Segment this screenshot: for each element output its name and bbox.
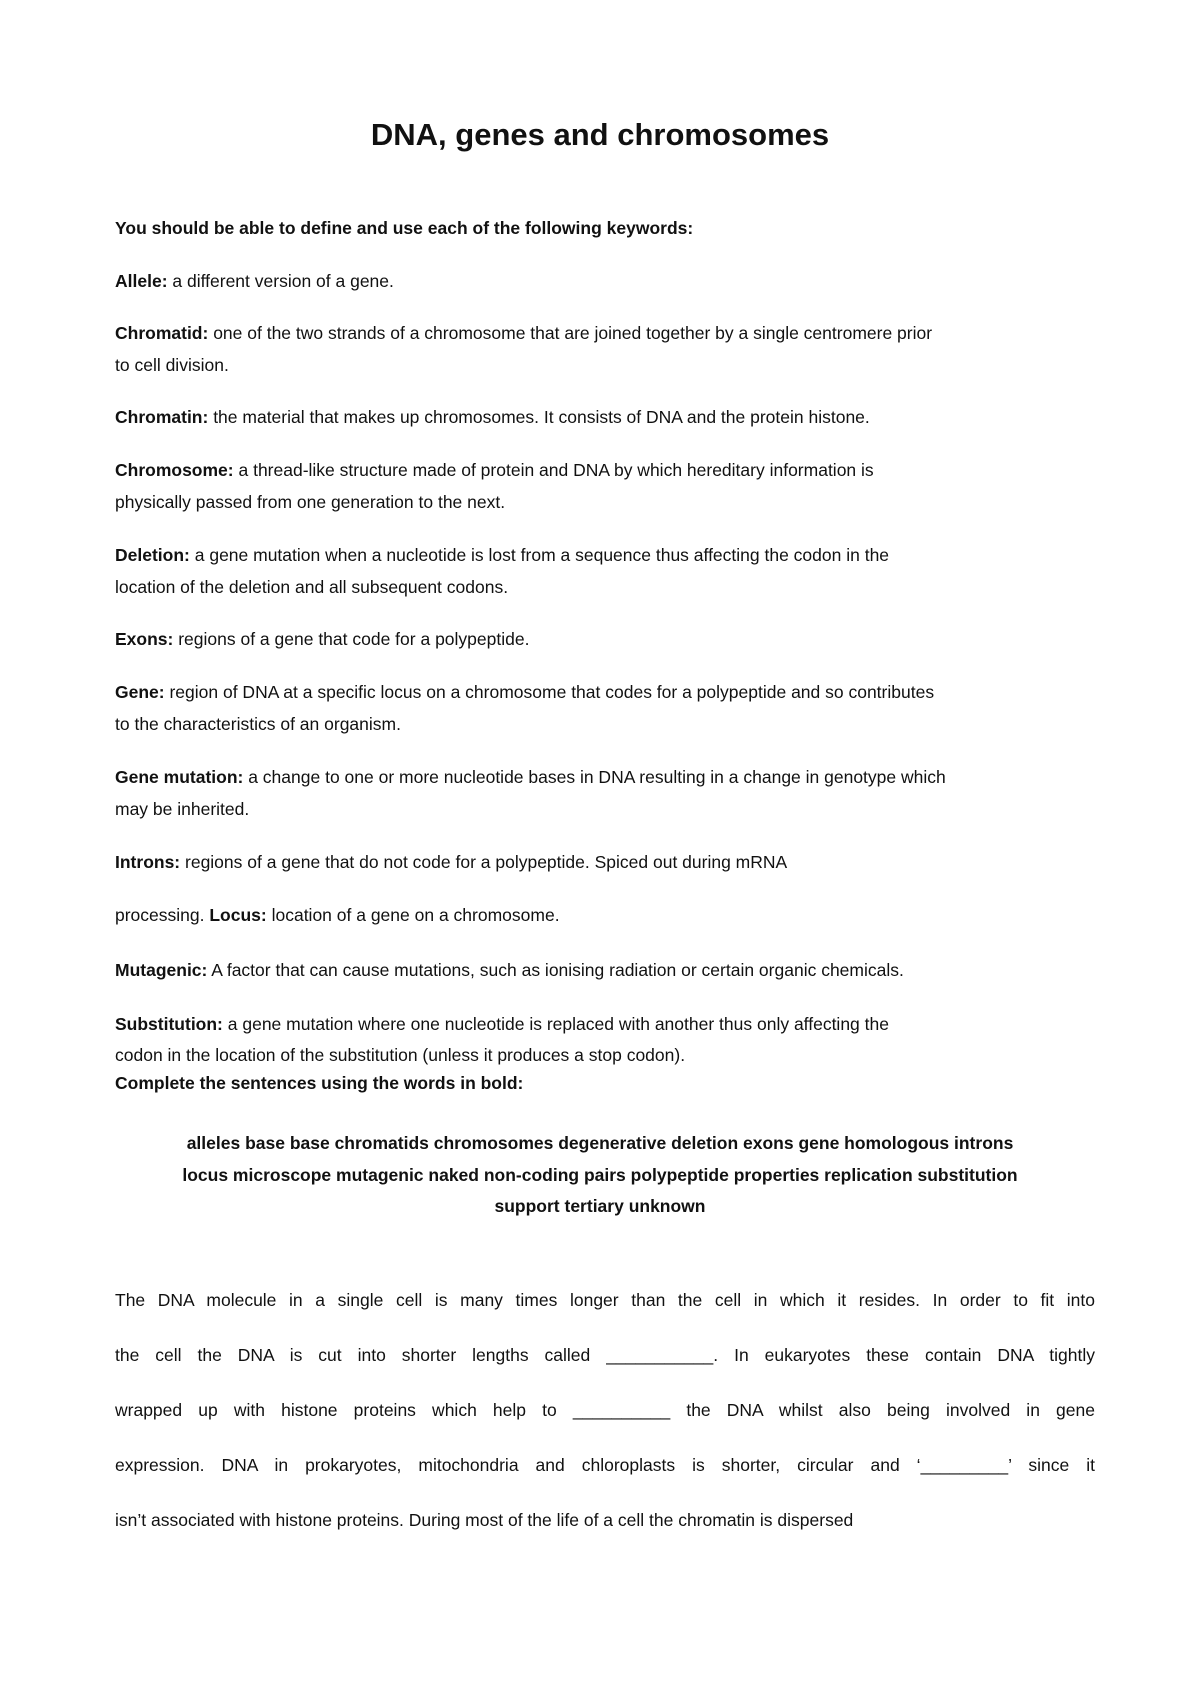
term-gene: Gene: bbox=[115, 682, 165, 702]
term-locus: Locus: bbox=[209, 905, 267, 925]
intro-instruction: You should be able to define and use each of the following keywords: bbox=[115, 218, 694, 238]
term-allele: Allele: bbox=[115, 271, 168, 291]
word-bank-line-3: support tertiary unknown bbox=[494, 1196, 706, 1216]
definition-introns bbox=[115, 852, 787, 873]
definition-gene-text: region of DNA at a specific locus on a chromosome that codes for a polypeptide and so contributes bbox=[164, 682, 935, 702]
definition-chromosome-text: a thread-like structure made of protein and DNA by which hereditary information is bbox=[233, 460, 874, 480]
paragraph-line-1: The DNA molecule in a single cell is many times longer than the cell in which it resides. In order to fit into bbox=[115, 1290, 1095, 1310]
definition-mutagenic-text: A factor that can cause mutations, such as ionising radiation or certain organic chemicals. bbox=[207, 960, 904, 980]
definition-substitution bbox=[115, 1014, 889, 1035]
definition-gene-mutation bbox=[115, 767, 946, 788]
definition-substitution-cont: codon in the location of the substitution (unless it produces a stop codon). bbox=[115, 1045, 686, 1065]
page-title: DNA, genes and chromosomes bbox=[370, 117, 830, 152]
definition-chromatin bbox=[115, 407, 870, 428]
definition-chromosome-cont: physically passed from one generation to the next. bbox=[115, 492, 506, 512]
definition-gene-mutation-text: a change to one or more nucleotide bases in DNA resulting in a change in genotype which bbox=[243, 767, 946, 787]
term-chromatid: Chromatid: bbox=[115, 323, 209, 343]
definition-chromatid bbox=[115, 323, 932, 344]
definition-exons-text: regions of a gene that code for a polypeptide. bbox=[173, 629, 530, 649]
paragraph-line-2: the cell the DNA is cut into shorter lengths called ___________. In eukaryotes these contain DNA tightly bbox=[115, 1345, 1095, 1365]
definition-chromosome bbox=[115, 460, 874, 481]
paragraph-line-5: isn’t associated with histone proteins. During most of the life of a cell the chromatin is dispersed bbox=[115, 1510, 854, 1530]
term-exons: Exons: bbox=[115, 629, 174, 649]
word-bank-line-2: locus microscope mutagenic naked non-coding pairs polypeptide properties replication substitution bbox=[182, 1165, 1018, 1185]
definition-introns-text: regions of a gene that do not code for a polypeptide. Spiced out during mRNA bbox=[180, 852, 788, 872]
definition-gene-cont: to the characteristics of an organism. bbox=[115, 714, 401, 734]
definition-gene bbox=[115, 682, 934, 703]
definition-chromatid-cont: to cell division. bbox=[115, 355, 229, 375]
definition-substitution-text: a gene mutation where one nucleotide is replaced with another thus only affecting the bbox=[222, 1014, 889, 1034]
term-chromatin: Chromatin: bbox=[115, 407, 209, 427]
definition-allele bbox=[115, 271, 394, 292]
term-chromosome: Chromosome: bbox=[115, 460, 234, 480]
definition-chromatid-text: one of the two strands of a chromosome that are joined together by a single centromere prior bbox=[208, 323, 933, 343]
term-mutagenic: Mutagenic: bbox=[115, 960, 208, 980]
definition-allele-text: a different version of a gene. bbox=[167, 271, 394, 291]
term-substitution: Substitution: bbox=[115, 1014, 223, 1034]
definition-chromatin-text: the material that makes up chromosomes. It consists of DNA and the protein histone. bbox=[208, 407, 870, 427]
definition-deletion-cont: location of the deletion and all subsequent codons. bbox=[115, 577, 509, 597]
task-heading: Complete the sentences using the words in bold: bbox=[115, 1073, 524, 1093]
word-bank-line-1: alleles base base chromatids chromosomes degenerative deletion exons gene homologous introns bbox=[186, 1133, 1014, 1153]
term-deletion: Deletion: bbox=[115, 545, 190, 565]
paragraph-line-3: wrapped up with histone proteins which help to __________ the DNA whilst also being involved in gene bbox=[115, 1400, 1095, 1420]
paragraph-line-4: expression. DNA in prokaryotes, mitochondria and chloroplasts is shorter, circular and ‘_________’ since it bbox=[115, 1455, 1095, 1475]
definition-deletion-text: a gene mutation when a nucleotide is lost from a sequence thus affecting the codon in the bbox=[189, 545, 890, 565]
definition-locus-text: location of a gene on a chromosome. bbox=[266, 905, 560, 925]
definition-locus-pre: processing. bbox=[115, 905, 210, 925]
definition-exons bbox=[115, 629, 529, 650]
term-gene-mutation: Gene mutation: bbox=[115, 767, 244, 787]
term-introns: Introns: bbox=[115, 852, 181, 872]
definition-deletion bbox=[115, 545, 889, 566]
definition-locus bbox=[115, 905, 560, 926]
definition-mutagenic bbox=[115, 960, 904, 981]
definition-gene-mutation-cont: may be inherited. bbox=[115, 799, 250, 819]
